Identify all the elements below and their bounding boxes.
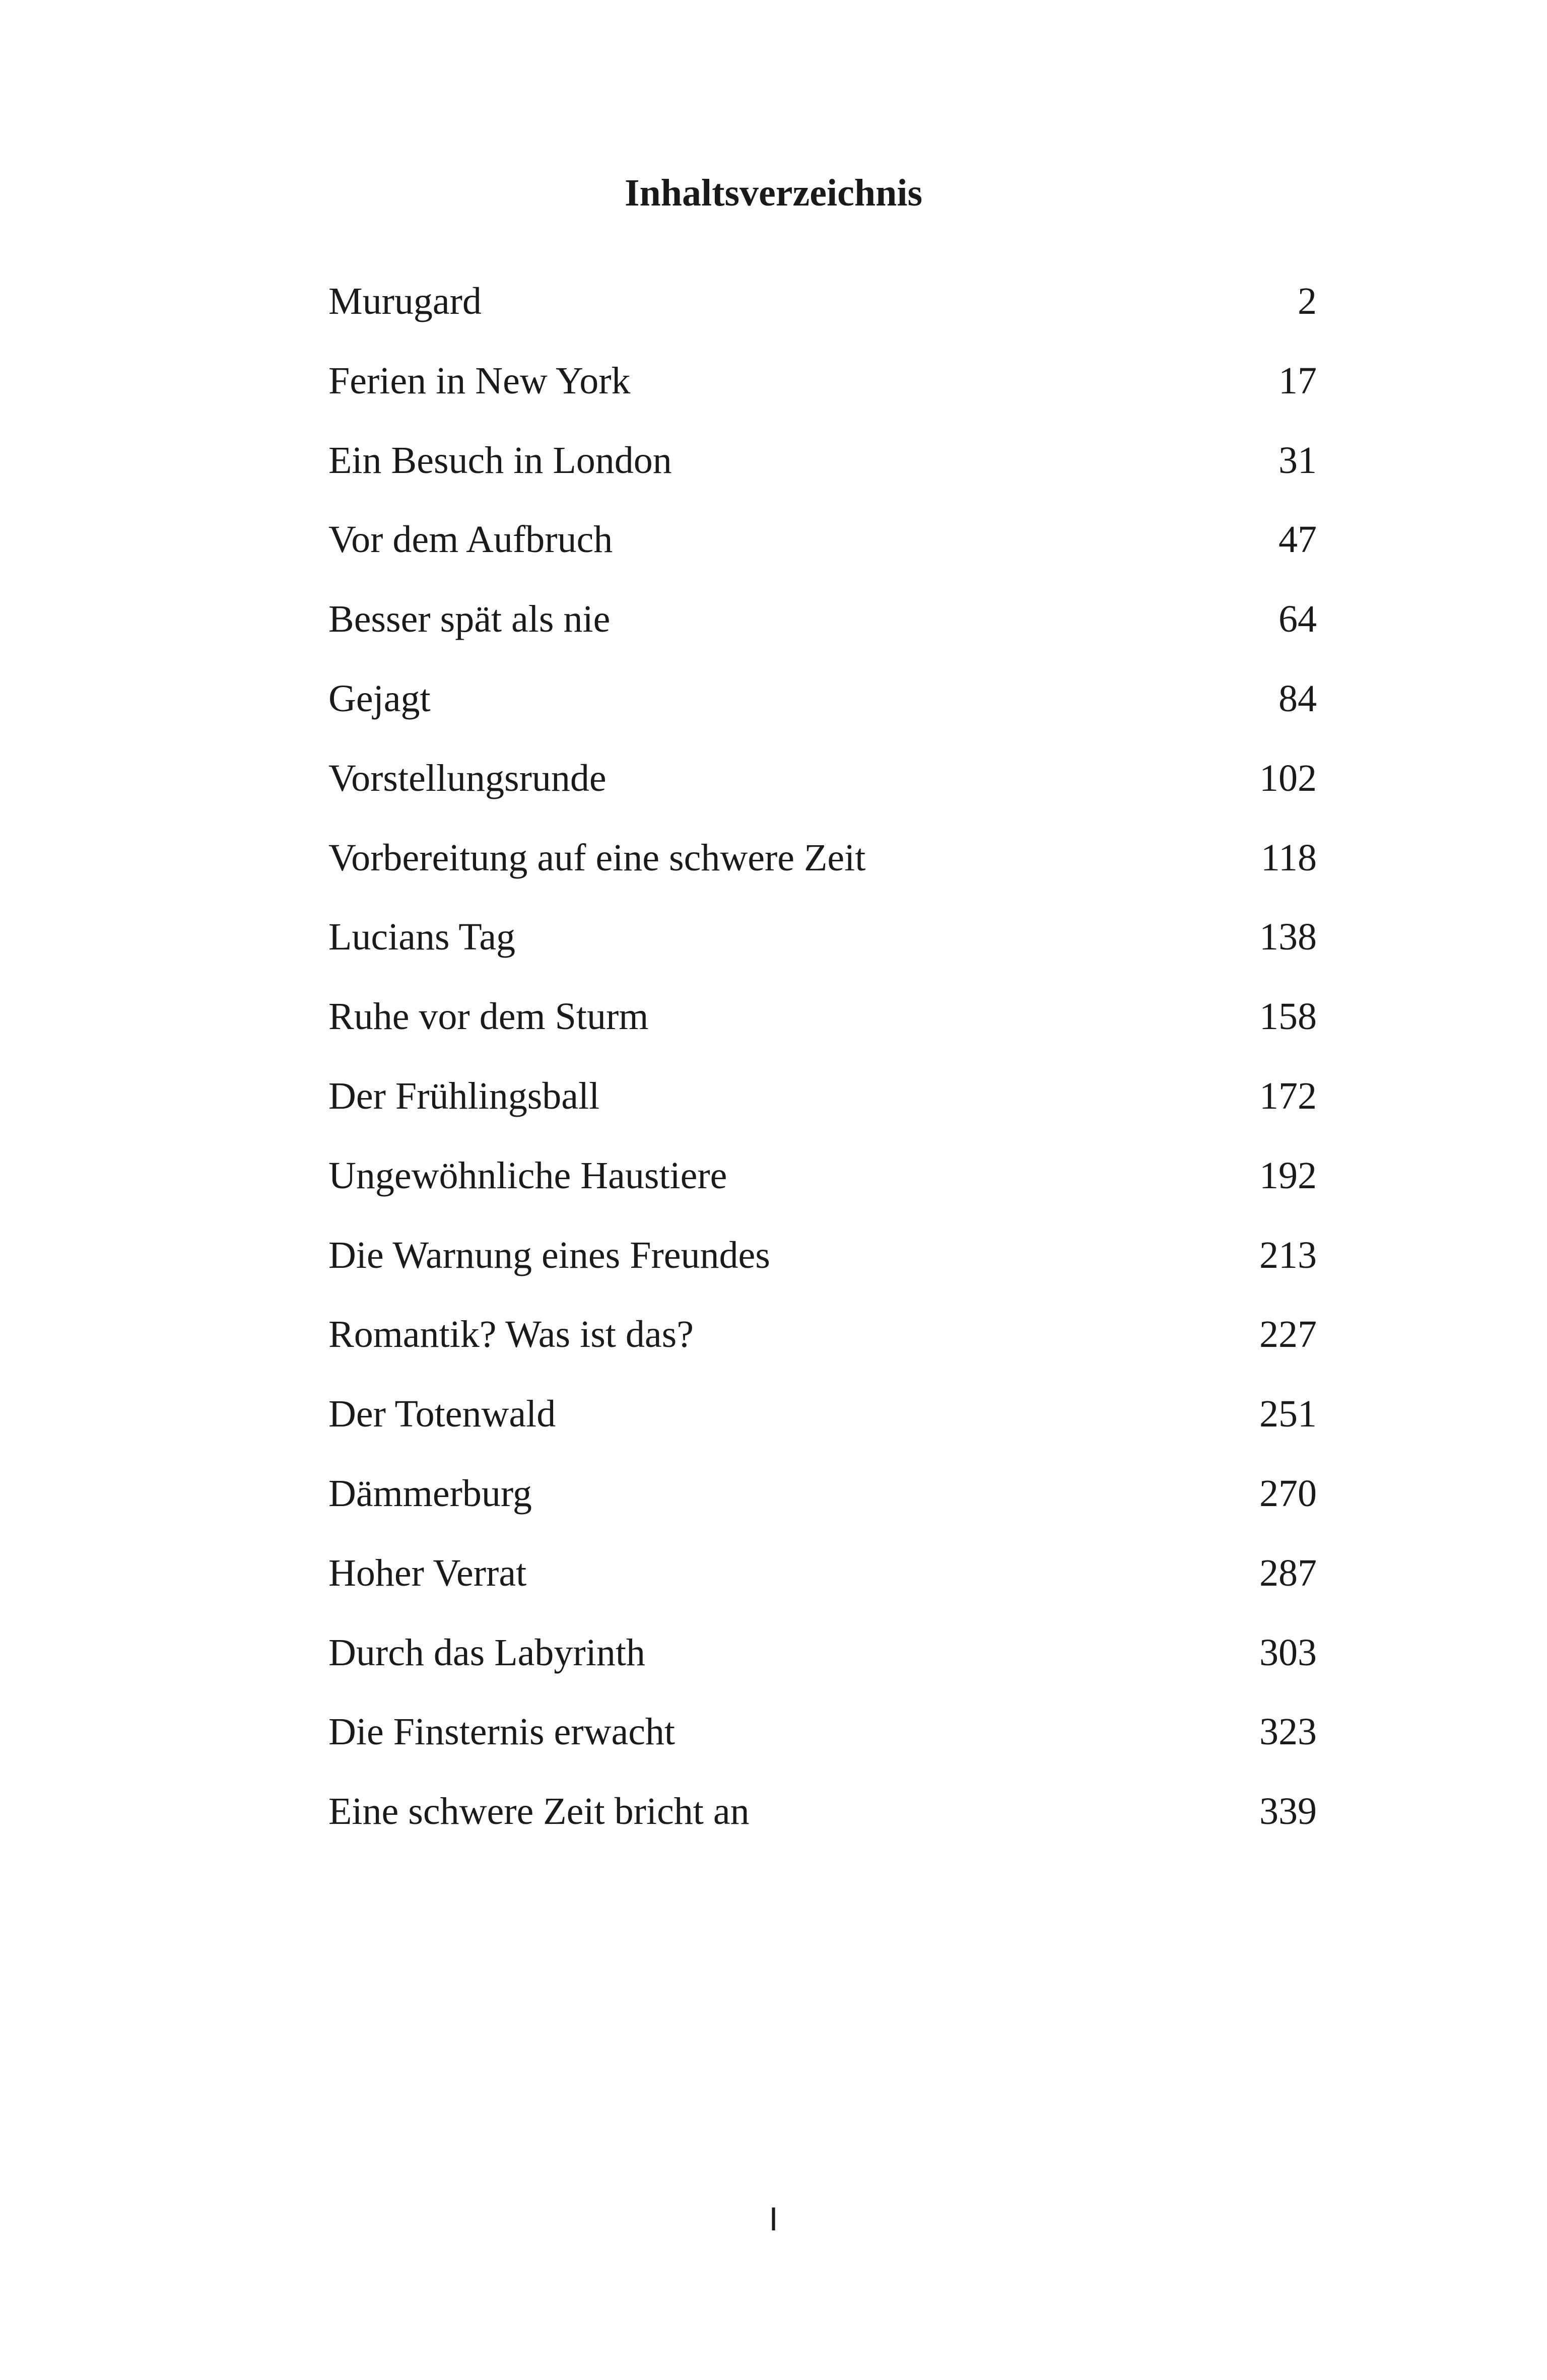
table-of-contents	[328, 282, 1317, 1872]
toc-entry-page: 172	[1259, 1074, 1317, 1117]
toc-entry-title: Murugard	[328, 280, 482, 322]
toc-entry-title: Besser spät als nie	[328, 598, 611, 641]
toc-entry-title: Die Finsternis erwacht	[328, 1711, 676, 1753]
toc-entry-page: 64	[1279, 598, 1317, 641]
page-number: I	[769, 2200, 778, 2237]
toc-entry-page: 84	[1279, 677, 1317, 720]
toc-entry	[328, 1074, 1317, 1157]
toc-entry-page: 270	[1259, 1472, 1317, 1515]
toc-entry	[328, 1154, 1317, 1236]
toc-entry	[328, 997, 1317, 1077]
toc-entry-title: Romantik? Was ist das?	[328, 1313, 694, 1356]
toc-entry	[328, 1631, 1317, 1713]
toc-entry-title: Ungewöhnliche Haustiere	[328, 1154, 727, 1197]
toc-entry-title: Die Warnung eines Freundes	[328, 1234, 770, 1276]
toc-entry-title: Der Totenwald	[328, 1393, 556, 1436]
toc-entry	[328, 759, 1317, 839]
toc-entry	[328, 1315, 1317, 1395]
toc-entry-title: Eine schwere Zeit bricht an	[328, 1790, 750, 1833]
toc-entry-title: Hoher Verrat	[328, 1551, 527, 1594]
toc-entry	[328, 1236, 1317, 1316]
toc-entry	[328, 836, 1317, 918]
toc-entry	[328, 1713, 1317, 1792]
toc-entry-title: Ein Besuch in London	[328, 439, 672, 482]
toc-entry-page: 192	[1259, 1154, 1317, 1197]
toc-entry-page: 31	[1279, 439, 1317, 482]
toc-entry	[328, 1792, 1317, 1872]
page-title: Inhaltsverzeichnis	[624, 172, 923, 214]
toc-entry-title: Dämmerburg	[328, 1472, 532, 1515]
toc-entry-page: 118	[1260, 836, 1317, 879]
toc-entry-title: Ferien in New York	[328, 359, 631, 402]
toc-entry-title: Vorbereitung auf eine schwere Zeit	[328, 836, 866, 879]
toc-entry-title: Lucians Tag	[328, 916, 516, 959]
toc-entry	[328, 1551, 1317, 1634]
toc-entry	[328, 600, 1317, 679]
toc-entry	[328, 520, 1317, 600]
toc-entry-page: 213	[1259, 1234, 1317, 1276]
toc-entry-page: 138	[1259, 916, 1317, 959]
toc-entry-page: 17	[1279, 359, 1317, 402]
toc-entry-title: Vor dem Aufbruch	[328, 518, 613, 561]
toc-entry-title: Ruhe vor dem Sturm	[328, 995, 649, 1038]
toc-entry	[328, 282, 1317, 362]
toc-entry	[328, 679, 1317, 759]
toc-entry-page: 227	[1259, 1313, 1317, 1356]
toc-entry	[328, 359, 1317, 441]
toc-entry-title: Durch das Labyrinth	[328, 1631, 645, 1674]
toc-entry-title: Vorstellungsrunde	[328, 757, 607, 799]
toc-entry-page: 339	[1259, 1790, 1317, 1833]
toc-entry-page: 158	[1259, 995, 1317, 1038]
toc-entry-title: Der Frühlingsball	[328, 1074, 600, 1117]
toc-entry-page: 323	[1259, 1711, 1317, 1753]
toc-entry-page: 102	[1259, 757, 1317, 799]
toc-entry-page: 251	[1259, 1393, 1317, 1436]
toc-entry-page: 2	[1298, 280, 1317, 322]
toc-entry	[328, 1395, 1317, 1474]
toc-entry	[328, 918, 1317, 997]
toc-entry-page: 303	[1259, 1631, 1317, 1674]
toc-entry-title: Gejagt	[328, 677, 431, 720]
toc-entry-page: 47	[1279, 518, 1317, 561]
toc-entry	[328, 1474, 1317, 1554]
toc-entry	[328, 441, 1317, 521]
toc-entry-page: 287	[1259, 1551, 1317, 1594]
